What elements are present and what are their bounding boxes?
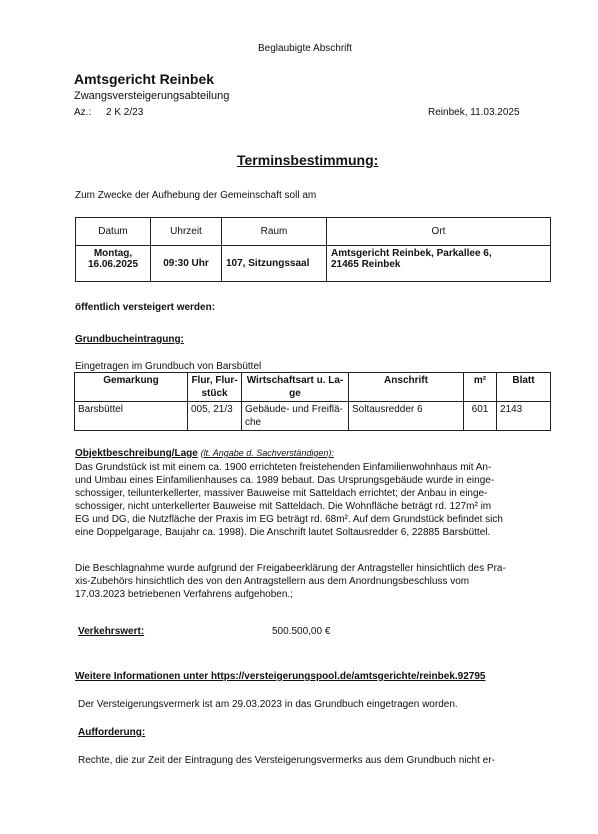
cell-flur: 005, 21/3 [188, 402, 242, 431]
market-value-label: Verkehrswert: [78, 626, 145, 637]
land-register-heading: Grundbucheintragung: [75, 334, 184, 345]
cell-place [327, 246, 551, 282]
object-line: und Umbau eines Einfamilienhauses ca. 1989 bebaut. Das Ursprungsgebäude wurde in einge- [75, 475, 495, 486]
land-register-intro: Eingetragen im Grundbuch von Barsbüttel [75, 361, 262, 372]
object-heading: Objektbeschreibung/Lage [75, 448, 198, 459]
seizure-line: Die Beschlagnahme wurde aufgrund der Freigabeerklärung der Antragsteller hinsichtlich des Pra- [75, 563, 506, 574]
header-wirtschaft-line-2: ge [289, 388, 301, 399]
place-date: Reinbek, 11.03.2025 [428, 107, 520, 118]
header-m2: m² [464, 373, 497, 402]
certified-copy-label: Beglaubigte Abschrift [258, 43, 352, 54]
object-line: schossiger, nicht unterkellerter Bauweise mit Satteldach. Die Wohnfläche beträgt rd. 127m² im [75, 501, 492, 512]
cell-m2: 601 [464, 402, 497, 431]
object-line: eine Doppelgarage, Baujahr ca. 1998). Die Anschrift lautet Soltausredder 6, 22885 Barsbüttel. [75, 527, 491, 538]
table-header-row [75, 373, 551, 402]
file-number: 2 K 2/23 [106, 107, 144, 118]
seizure-line: 17.03.2023 betriebenen Verfahrens aufgehoben.; [75, 589, 293, 600]
cell-anschrift: Soltausredder 6 [349, 402, 464, 431]
place-line-2: 21465 Reinbek [331, 259, 401, 270]
header-blatt: Blatt [497, 373, 551, 402]
cell-wirtschaftsart [242, 402, 349, 431]
cell-room: 107, Sitzungssaal [222, 246, 327, 282]
object-line: schossiger, teilunterkellerter, massiver Bauweise mit Satteldach errichtet; der Anbau in einge- [75, 488, 488, 499]
date-line-1: Montag, [93, 248, 133, 259]
object-line: EG und DG, die Nutzfläche der Praxis im EG beträgt rd. 68m². Auf dem Grundstück befindet sich [75, 514, 503, 525]
header-wirtschaft-line-1: Wirtschaftsart u. La- [246, 375, 344, 386]
place-line-1: Amtsgericht Reinbek, Parkallee 6, [331, 248, 492, 259]
date-line-2: 16.06.2025 [87, 259, 139, 270]
more-info-link[interactable]: Weitere Informationen unter https://versteigerungspool.de/amtsgerichte/reinbek.92795 [75, 671, 486, 682]
intro-text: Zum Zwecke der Aufhebung der Gemeinschaft soll am [75, 190, 317, 201]
appointment-table [75, 217, 551, 282]
object-description [75, 461, 551, 539]
market-value: 500.500,00 € [272, 626, 331, 637]
header-gemarkung: Gemarkung [75, 373, 188, 402]
request-heading: Aufforderung: [78, 727, 146, 738]
page-title: Terminsbestimmung: [237, 152, 379, 168]
cell-date [76, 246, 151, 282]
wirtschaft-line-2: che [245, 417, 262, 428]
wirtschaft-line-1: Gebäude- und Freiflä- [245, 404, 343, 415]
object-heading-note: (lt. Angabe d. Sachverständigen): [200, 448, 334, 458]
seizure-line: xis-Zubehörs hinsichtlich des von den Antragstellern aus dem Anordnungsbeschluss vom [75, 576, 470, 587]
header-flur [188, 373, 242, 402]
table-row [75, 402, 551, 431]
seizure-text [75, 562, 551, 601]
object-heading-line [75, 447, 551, 460]
table-header-row [76, 218, 551, 246]
header-datum: Datum [76, 218, 151, 246]
court-name: Amtsgericht Reinbek [74, 71, 215, 87]
note-text: Der Versteigerungsvermerk ist am 29.03.2023 in das Grundbuch eingetragen worden. [78, 699, 458, 710]
object-line: Das Grundstück ist mit einem ca. 1900 errichteten freistehenden Einfamilienwohnhaus mit An- [75, 462, 492, 473]
table-row [76, 246, 551, 282]
cell-time: 09:30 Uhr [151, 246, 222, 282]
header-wirtschaftsart [242, 373, 349, 402]
land-register-table [74, 372, 551, 431]
cell-blatt: 2143 [497, 402, 551, 431]
header-uhrzeit: Uhrzeit [151, 218, 222, 246]
header-flur-line-1: Flur, Flur- [191, 375, 238, 386]
header-flur-line-2: stück [201, 388, 228, 399]
department: Zwangsversteigerungsabteilung [74, 90, 230, 102]
auction-statement: öffentlich versteigert werden: [75, 302, 216, 313]
header-raum: Raum [222, 218, 327, 246]
header-anschrift: Anschrift [349, 373, 464, 402]
cell-gemarkung: Barsbüttel [75, 402, 188, 431]
header-ort: Ort [327, 218, 551, 246]
request-text: Rechte, die zur Zeit der Eintragung des Versteigerungsvermerks aus dem Grundbuch nicht er- [78, 755, 495, 766]
file-label: Az.: [74, 107, 92, 118]
